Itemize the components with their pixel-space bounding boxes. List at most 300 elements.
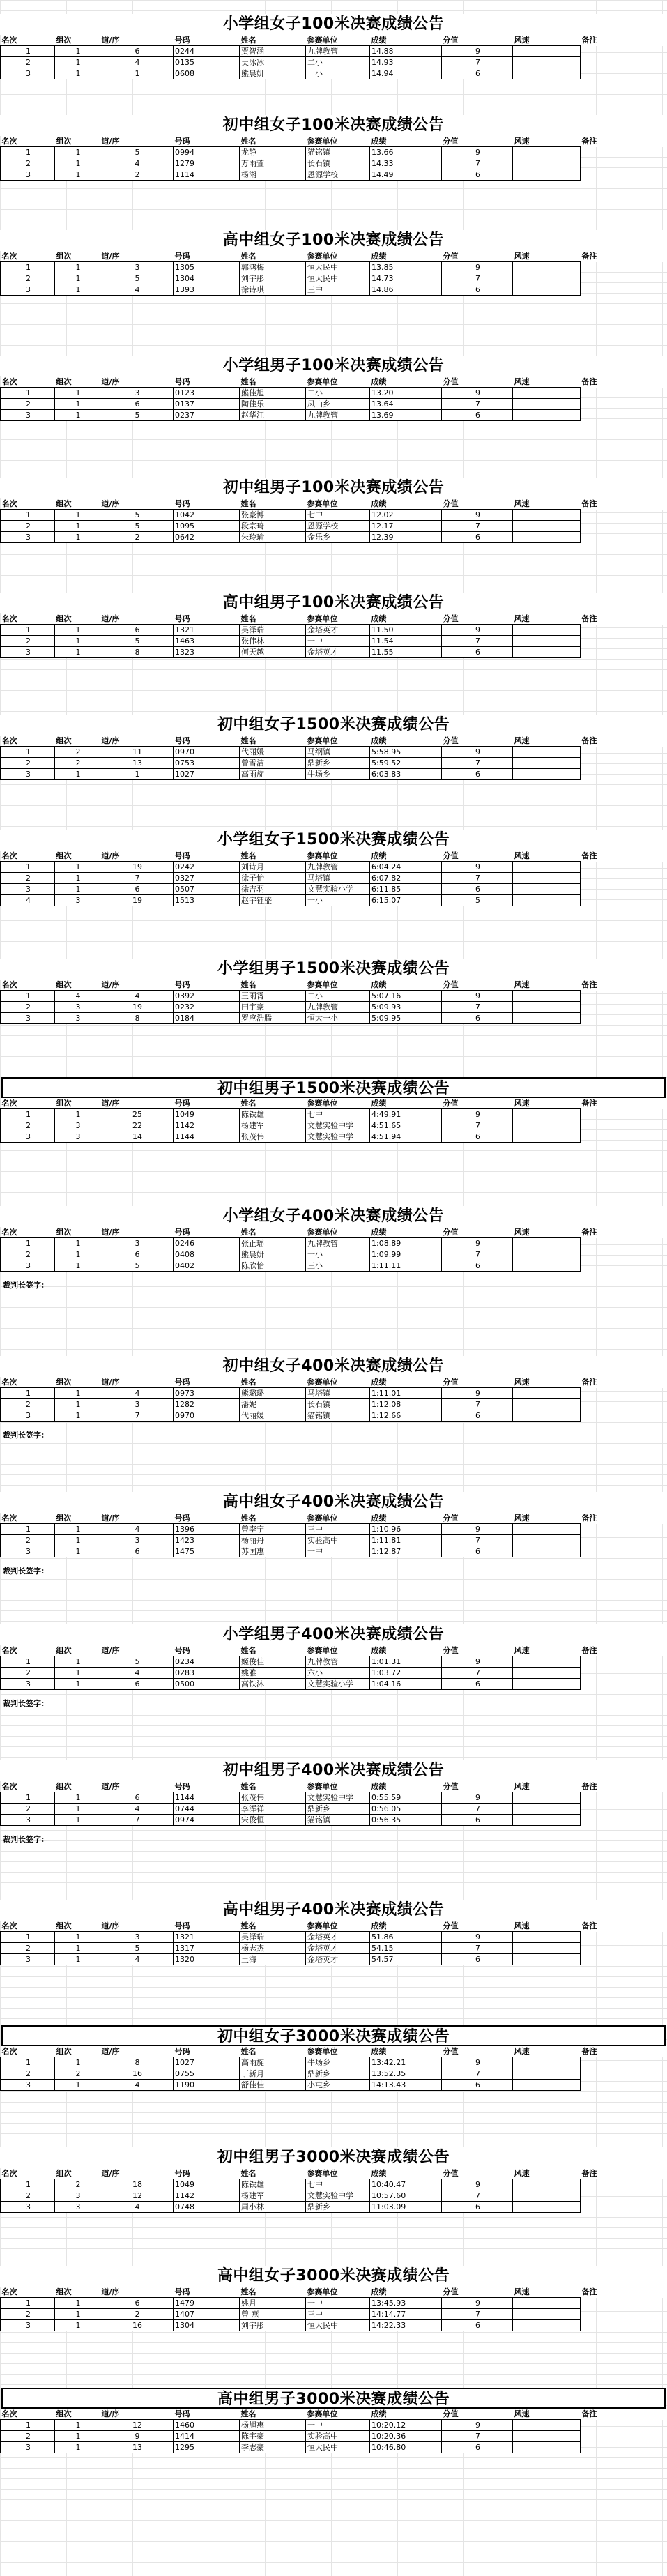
header-row bbox=[1, 1921, 667, 1932]
wind-cell bbox=[513, 68, 581, 79]
wind-cell bbox=[513, 2179, 581, 2190]
result-cell: 14:22.33 bbox=[370, 2320, 442, 2331]
table-row bbox=[1, 521, 667, 532]
header-row bbox=[1, 1781, 667, 1792]
header-row bbox=[1, 1098, 667, 1109]
lane-cell: 5 bbox=[100, 1943, 174, 1954]
header-points: 分值 bbox=[442, 851, 513, 862]
header-row bbox=[1, 498, 667, 510]
lane-cell: 4 bbox=[100, 284, 174, 296]
unit-cell: 恒大民中 bbox=[306, 2320, 370, 2331]
wind-cell bbox=[513, 284, 581, 296]
points-cell: 7 bbox=[442, 1668, 513, 1679]
wind-cell bbox=[513, 1954, 581, 1965]
name-cell: 万雨萱 bbox=[240, 158, 306, 169]
name-cell: 曾 燕 bbox=[240, 2309, 306, 2320]
lane-cell: 3 bbox=[100, 1399, 174, 1410]
header-wind: 风速 bbox=[513, 1098, 581, 1109]
remark-cell bbox=[581, 1238, 667, 1249]
table-row bbox=[1, 636, 667, 647]
rank-cell: 3 bbox=[1, 1954, 55, 1965]
header-wind: 风速 bbox=[513, 2168, 581, 2179]
remark-cell bbox=[581, 273, 667, 284]
heat-cell: 1 bbox=[55, 510, 100, 521]
header-rank: 名次 bbox=[1, 736, 55, 747]
header-rank: 名次 bbox=[1, 1645, 55, 1656]
header-rank: 名次 bbox=[1, 1921, 55, 1932]
table-row bbox=[1, 1535, 667, 1546]
remark-cell bbox=[581, 158, 667, 169]
section-title: 高中组男子100米决赛成绩公告 bbox=[0, 593, 667, 613]
header-unit: 参赛单位 bbox=[306, 1377, 370, 1388]
unit-cell: 长石镇 bbox=[306, 158, 370, 169]
header-rank: 名次 bbox=[1, 35, 55, 46]
result-section-11 bbox=[0, 1206, 667, 1290]
result-cell: 11:03.09 bbox=[370, 2202, 442, 2213]
heat-cell: 1 bbox=[55, 1410, 100, 1422]
section-title: 小学组男子1500米决赛成绩公告 bbox=[0, 959, 667, 980]
rank-cell: 1 bbox=[1, 1388, 55, 1399]
header-unit: 参赛单位 bbox=[306, 851, 370, 862]
wind-cell bbox=[513, 147, 581, 158]
unit-cell: 一中 bbox=[306, 636, 370, 647]
header-result: 成绩 bbox=[370, 613, 442, 625]
header-bib: 号码 bbox=[174, 376, 240, 388]
table-row bbox=[1, 273, 667, 284]
rank-cell: 3 bbox=[1, 769, 55, 780]
header-result: 成绩 bbox=[370, 498, 442, 510]
header-bib: 号码 bbox=[174, 1377, 240, 1388]
heat-cell: 1 bbox=[55, 1535, 100, 1546]
name-cell: 高雨旋 bbox=[240, 769, 306, 780]
wind-cell bbox=[513, 410, 581, 421]
result-cell: 12.17 bbox=[370, 521, 442, 532]
result-cell: 5:09.93 bbox=[370, 1002, 442, 1013]
header-points: 分值 bbox=[442, 251, 513, 262]
heat-cell: 1 bbox=[55, 2442, 100, 2453]
table-row bbox=[1, 158, 667, 169]
result-cell: 6:11.85 bbox=[370, 884, 442, 895]
header-wind: 风速 bbox=[513, 1781, 581, 1792]
table-row bbox=[1, 647, 667, 658]
rank-cell: 1 bbox=[1, 862, 55, 873]
name-cell: 徐子怡 bbox=[240, 873, 306, 884]
header-result: 成绩 bbox=[370, 1098, 442, 1109]
rank-cell: 1 bbox=[1, 625, 55, 636]
heat-cell: 3 bbox=[55, 895, 100, 906]
header-heat: 组次 bbox=[55, 1781, 100, 1792]
points-cell: 9 bbox=[442, 1792, 513, 1804]
rank-cell: 1 bbox=[1, 747, 55, 758]
rank-cell: 3 bbox=[1, 2442, 55, 2453]
remark-cell bbox=[581, 873, 667, 884]
table-row bbox=[1, 1679, 667, 1690]
header-points: 分值 bbox=[442, 1645, 513, 1656]
name-cell: 张伟林 bbox=[240, 636, 306, 647]
result-section-20 bbox=[0, 2388, 667, 2453]
points-cell: 7 bbox=[442, 273, 513, 284]
results-table bbox=[0, 613, 667, 658]
remark-cell bbox=[581, 1943, 667, 1954]
header-bib: 号码 bbox=[174, 613, 240, 625]
remark-cell bbox=[581, 532, 667, 543]
unit-cell: 一中 bbox=[306, 2298, 370, 2309]
heat-cell: 1 bbox=[55, 2057, 100, 2068]
header-result: 成绩 bbox=[370, 1513, 442, 1524]
lane-cell: 4 bbox=[100, 991, 174, 1002]
points-cell: 9 bbox=[442, 510, 513, 521]
wind-cell bbox=[513, 884, 581, 895]
rank-cell: 3 bbox=[1, 1679, 55, 1690]
heat-cell: 3 bbox=[55, 2202, 100, 2213]
header-row bbox=[1, 251, 667, 262]
wind-cell bbox=[513, 862, 581, 873]
lane-cell: 6 bbox=[100, 399, 174, 410]
header-bib: 号码 bbox=[174, 2409, 240, 2420]
wind-cell bbox=[513, 1131, 581, 1143]
header-points: 分值 bbox=[442, 2168, 513, 2179]
rank-cell: 1 bbox=[1, 1524, 55, 1535]
rank-cell: 3 bbox=[1, 1013, 55, 1024]
unit-cell: 一中 bbox=[306, 2420, 370, 2431]
lane-cell: 13 bbox=[100, 2442, 174, 2453]
name-cell: 贾智涵 bbox=[240, 46, 306, 57]
wind-cell bbox=[513, 1668, 581, 1679]
name-cell: 陈铁雄 bbox=[240, 2179, 306, 2190]
remark-cell bbox=[581, 46, 667, 57]
lane-cell: 19 bbox=[100, 895, 174, 906]
table-row bbox=[1, 1943, 667, 1954]
result-cell: 6:15.07 bbox=[370, 895, 442, 906]
header-points: 分值 bbox=[442, 2287, 513, 2298]
header-rank: 名次 bbox=[1, 613, 55, 625]
wind-cell bbox=[513, 1792, 581, 1804]
section-title: 初中组男子100米决赛成绩公告 bbox=[0, 478, 667, 498]
table-row bbox=[1, 68, 667, 79]
header-remark: 备注 bbox=[581, 2046, 667, 2057]
unit-cell: 马纲镇 bbox=[306, 747, 370, 758]
header-bib: 号码 bbox=[174, 2287, 240, 2298]
rank-cell: 1 bbox=[1, 991, 55, 1002]
result-cell: 6:07.82 bbox=[370, 873, 442, 884]
result-cell: 13.66 bbox=[370, 147, 442, 158]
table-row bbox=[1, 2179, 667, 2190]
name-cell: 杨旭惠 bbox=[240, 2420, 306, 2431]
unit-cell: 金乐乡 bbox=[306, 532, 370, 543]
remark-cell bbox=[581, 1656, 667, 1668]
wind-cell bbox=[513, 57, 581, 68]
lane-cell: 13 bbox=[100, 758, 174, 769]
heat-cell: 1 bbox=[55, 1249, 100, 1260]
unit-cell: 文慧实验小学 bbox=[306, 1679, 370, 1690]
header-remark: 备注 bbox=[581, 2287, 667, 2298]
header-name: 姓名 bbox=[240, 2287, 306, 2298]
header-bib: 号码 bbox=[174, 1513, 240, 1524]
rank-cell: 3 bbox=[1, 532, 55, 543]
judge-signature-label: 裁判长签字: bbox=[3, 1431, 45, 1440]
header-row bbox=[1, 136, 667, 147]
results-table bbox=[0, 498, 667, 543]
heat-cell: 2 bbox=[55, 2068, 100, 2080]
header-lane: 道/序 bbox=[100, 613, 174, 625]
result-cell: 1:08.89 bbox=[370, 1238, 442, 1249]
bib-cell: 0973 bbox=[174, 1388, 240, 1399]
result-cell: 1:03.72 bbox=[370, 1668, 442, 1679]
rank-cell: 1 bbox=[1, 388, 55, 399]
header-result: 成绩 bbox=[370, 136, 442, 147]
name-cell: 熊璐璐 bbox=[240, 1388, 306, 1399]
header-unit: 参赛单位 bbox=[306, 980, 370, 991]
wind-cell bbox=[513, 388, 581, 399]
rank-cell: 3 bbox=[1, 647, 55, 658]
points-cell: 7 bbox=[442, 1535, 513, 1546]
unit-cell: 三中 bbox=[306, 2309, 370, 2320]
result-cell: 14.93 bbox=[370, 57, 442, 68]
unit-cell: 恩源学校 bbox=[306, 521, 370, 532]
points-cell: 7 bbox=[442, 873, 513, 884]
table-row bbox=[1, 625, 667, 636]
result-cell: 11.54 bbox=[370, 636, 442, 647]
heat-cell: 3 bbox=[55, 1013, 100, 1024]
header-points: 分值 bbox=[442, 2409, 513, 2420]
lane-cell: 6 bbox=[100, 625, 174, 636]
rank-cell: 2 bbox=[1, 1120, 55, 1131]
bib-cell: 0642 bbox=[174, 532, 240, 543]
lane-cell: 2 bbox=[100, 532, 174, 543]
header-heat: 组次 bbox=[55, 1513, 100, 1524]
header-heat: 组次 bbox=[55, 251, 100, 262]
table-row bbox=[1, 262, 667, 273]
points-cell: 7 bbox=[442, 1249, 513, 1260]
table-row bbox=[1, 1109, 667, 1120]
remark-cell bbox=[581, 1410, 667, 1422]
bib-cell: 1027 bbox=[174, 2057, 240, 2068]
points-cell: 9 bbox=[442, 1524, 513, 1535]
lane-cell: 5 bbox=[100, 510, 174, 521]
unit-cell: 文慧实验中学 bbox=[306, 1131, 370, 1143]
unit-cell: 一中 bbox=[306, 1546, 370, 1557]
header-bib: 号码 bbox=[174, 35, 240, 46]
table-row bbox=[1, 1932, 667, 1943]
section-title: 高中组女子100米决赛成绩公告 bbox=[0, 230, 667, 251]
unit-cell: 金塔英才 bbox=[306, 625, 370, 636]
table-row bbox=[1, 147, 667, 158]
rank-cell: 3 bbox=[1, 2080, 55, 2091]
lane-cell: 9 bbox=[100, 2431, 174, 2442]
name-cell: 陈宇豪 bbox=[240, 2431, 306, 2442]
header-row bbox=[1, 1377, 667, 1388]
header-wind: 风速 bbox=[513, 2287, 581, 2298]
name-cell: 郭鸿梅 bbox=[240, 262, 306, 273]
remark-cell bbox=[581, 1120, 667, 1131]
name-cell: 熊晨妍 bbox=[240, 1249, 306, 1260]
wind-cell bbox=[513, 262, 581, 273]
header-heat: 组次 bbox=[55, 1377, 100, 1388]
wind-cell bbox=[513, 2190, 581, 2202]
points-cell: 7 bbox=[442, 1002, 513, 1013]
unit-cell: 文慧实验中学 bbox=[306, 1120, 370, 1131]
wind-cell bbox=[513, 625, 581, 636]
unit-cell: 二小 bbox=[306, 991, 370, 1002]
bib-cell: 1463 bbox=[174, 636, 240, 647]
header-name: 姓名 bbox=[240, 136, 306, 147]
wind-cell bbox=[513, 1013, 581, 1024]
bib-cell: 1513 bbox=[174, 895, 240, 906]
header-unit: 参赛单位 bbox=[306, 136, 370, 147]
header-row bbox=[1, 2409, 667, 2420]
remark-cell bbox=[581, 1932, 667, 1943]
result-cell: 10:20.36 bbox=[370, 2431, 442, 2442]
header-name: 姓名 bbox=[240, 1227, 306, 1238]
heat-cell: 3 bbox=[55, 1120, 100, 1131]
header-heat: 组次 bbox=[55, 35, 100, 46]
remark-cell bbox=[581, 2420, 667, 2431]
points-cell: 6 bbox=[442, 284, 513, 296]
header-wind: 风速 bbox=[513, 35, 581, 46]
wind-cell bbox=[513, 747, 581, 758]
header-bib: 号码 bbox=[174, 736, 240, 747]
judge-signature-label: 裁判长签字: bbox=[3, 1835, 45, 1844]
lane-cell: 3 bbox=[100, 1932, 174, 1943]
heat-cell: 1 bbox=[55, 1668, 100, 1679]
name-cell: 张茂伟 bbox=[240, 1792, 306, 1804]
bib-cell: 1320 bbox=[174, 1954, 240, 1965]
lane-cell: 7 bbox=[100, 1815, 174, 1826]
table-row bbox=[1, 2202, 667, 2213]
header-name: 姓名 bbox=[240, 251, 306, 262]
unit-cell: 恒大一小 bbox=[306, 1013, 370, 1024]
header-lane: 道/序 bbox=[100, 980, 174, 991]
unit-cell: 九牌教管 bbox=[306, 862, 370, 873]
name-cell: 刘诗月 bbox=[240, 862, 306, 873]
name-cell: 王雨霄 bbox=[240, 991, 306, 1002]
rank-cell: 2 bbox=[1, 1668, 55, 1679]
header-wind: 风速 bbox=[513, 2046, 581, 2057]
heat-cell: 1 bbox=[55, 147, 100, 158]
header-remark: 备注 bbox=[581, 136, 667, 147]
result-cell: 14.94 bbox=[370, 68, 442, 79]
header-result: 成绩 bbox=[370, 2168, 442, 2179]
wind-cell bbox=[513, 991, 581, 1002]
wind-cell bbox=[513, 158, 581, 169]
result-cell: 14.73 bbox=[370, 273, 442, 284]
unit-cell: 九牌教管 bbox=[306, 1656, 370, 1668]
result-cell: 54.15 bbox=[370, 1943, 442, 1954]
bib-cell: 0744 bbox=[174, 1804, 240, 1815]
header-wind: 风速 bbox=[513, 251, 581, 262]
points-cell: 9 bbox=[442, 1238, 513, 1249]
bib-cell: 1321 bbox=[174, 1932, 240, 1943]
points-cell: 6 bbox=[442, 2320, 513, 2331]
table-row bbox=[1, 46, 667, 57]
table-row bbox=[1, 747, 667, 758]
unit-cell: 七中 bbox=[306, 2179, 370, 2190]
header-rank: 名次 bbox=[1, 851, 55, 862]
bib-cell: 1144 bbox=[174, 1131, 240, 1143]
header-remark: 备注 bbox=[581, 1227, 667, 1238]
result-cell: 1:11.01 bbox=[370, 1388, 442, 1399]
bib-cell: 1042 bbox=[174, 510, 240, 521]
bib-cell: 1049 bbox=[174, 1109, 240, 1120]
table-row bbox=[1, 2442, 667, 2453]
points-cell: 9 bbox=[442, 2420, 513, 2431]
bib-cell: 1049 bbox=[174, 2179, 240, 2190]
header-name: 姓名 bbox=[240, 613, 306, 625]
unit-cell: 实验高中 bbox=[306, 1535, 370, 1546]
table-row bbox=[1, 1249, 667, 1260]
header-wind: 风速 bbox=[513, 376, 581, 388]
table-row bbox=[1, 284, 667, 296]
table-row bbox=[1, 399, 667, 410]
bib-cell: 1142 bbox=[174, 1120, 240, 1131]
heat-cell: 1 bbox=[55, 1546, 100, 1557]
bib-cell: 1321 bbox=[174, 625, 240, 636]
result-section-6 bbox=[0, 593, 667, 658]
wind-cell bbox=[513, 1546, 581, 1557]
wind-cell bbox=[513, 1524, 581, 1535]
results-table bbox=[0, 1227, 667, 1272]
header-bib: 号码 bbox=[174, 1098, 240, 1109]
heat-cell: 1 bbox=[55, 1238, 100, 1249]
result-cell: 10:20.12 bbox=[370, 2420, 442, 2431]
header-row bbox=[1, 1227, 667, 1238]
header-heat: 组次 bbox=[55, 1645, 100, 1656]
header-points: 分值 bbox=[442, 2046, 513, 2057]
remark-cell bbox=[581, 769, 667, 780]
name-cell: 吴冰冰 bbox=[240, 57, 306, 68]
table-row bbox=[1, 532, 667, 543]
wind-cell bbox=[513, 1679, 581, 1690]
judge-signature-label: 裁判长签字: bbox=[3, 1567, 45, 1576]
rank-cell: 2 bbox=[1, 1535, 55, 1546]
unit-cell: 长石镇 bbox=[306, 1399, 370, 1410]
lane-cell: 11 bbox=[100, 747, 174, 758]
rank-cell: 3 bbox=[1, 1410, 55, 1422]
points-cell: 9 bbox=[442, 991, 513, 1002]
bib-cell: 0237 bbox=[174, 410, 240, 421]
header-name: 姓名 bbox=[240, 498, 306, 510]
heat-cell: 1 bbox=[55, 284, 100, 296]
header-row bbox=[1, 1513, 667, 1524]
result-section-8 bbox=[0, 830, 667, 906]
wind-cell bbox=[513, 46, 581, 57]
unit-cell: 二小 bbox=[306, 388, 370, 399]
result-cell: 1:12.08 bbox=[370, 1399, 442, 1410]
heat-cell: 3 bbox=[55, 1131, 100, 1143]
header-row bbox=[1, 2046, 667, 2057]
header-rank: 名次 bbox=[1, 2287, 55, 2298]
header-unit: 参赛单位 bbox=[306, 251, 370, 262]
remark-cell bbox=[581, 1131, 667, 1143]
rank-cell: 1 bbox=[1, 510, 55, 521]
points-cell: 5 bbox=[442, 895, 513, 906]
header-unit: 参赛单位 bbox=[306, 2168, 370, 2179]
header-name: 姓名 bbox=[240, 376, 306, 388]
table-row bbox=[1, 2431, 667, 2442]
wind-cell bbox=[513, 2442, 581, 2453]
rank-cell: 1 bbox=[1, 1792, 55, 1804]
header-row bbox=[1, 376, 667, 388]
points-cell: 9 bbox=[442, 625, 513, 636]
name-cell: 张正瑶 bbox=[240, 1238, 306, 1249]
remark-cell bbox=[581, 884, 667, 895]
wind-cell bbox=[513, 169, 581, 181]
result-cell: 1:12.87 bbox=[370, 1546, 442, 1557]
header-bib: 号码 bbox=[174, 1921, 240, 1932]
header-result: 成绩 bbox=[370, 1377, 442, 1388]
unit-cell: 文慧实验中学 bbox=[306, 1792, 370, 1804]
bib-cell: 0234 bbox=[174, 1656, 240, 1668]
